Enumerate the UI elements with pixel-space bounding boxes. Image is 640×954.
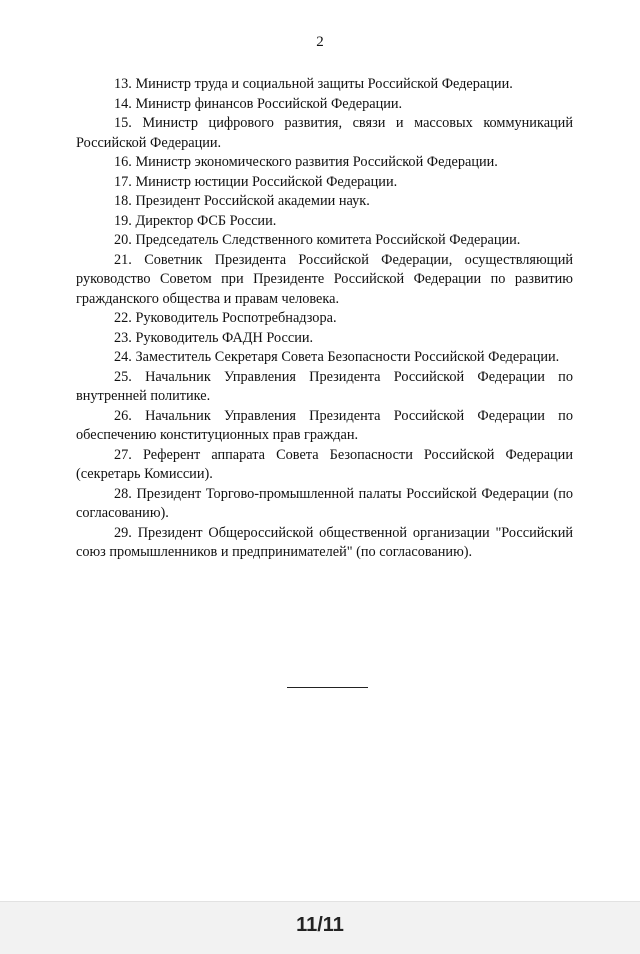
list-item: 22. Руководитель Роспотребнадзора.: [114, 310, 337, 326]
list-item: 20. Председатель Следственного комитета Российской Федерации.: [114, 232, 521, 248]
list-item: 16. Министр экономического развития Российской Федерации.: [114, 154, 498, 170]
list-item: 26. Начальник Управления Президента Российской Федерации по обеспечению конституционных прав граждан.: [76, 407, 573, 443]
list-item: 27. Референт аппарата Совета Безопасности Российской Федерации (секретарь Комиссии).: [76, 446, 573, 482]
list-item: 29. Президент Общероссийской общественной организации "Российский союз промышленников и предпринимателей" (по согласованию).: [76, 524, 573, 560]
list-item: 28. Президент Торгово-промышленной палаты Российской Федерации (по согласованию).: [76, 485, 573, 521]
list-item: 17. Министр юстиции Российской Федерации.: [114, 173, 398, 190]
list-item: 19. Директор ФСБ России.: [114, 212, 277, 229]
list-item: 15. Министр цифрового развития, связи и массовых коммуникаций Российской Федерации.: [76, 115, 573, 151]
list-item: 23. Руководитель ФАДН России.: [114, 329, 314, 346]
list-item: 25. Начальник Управления Президента Российской Федерации по внутренней политике.: [76, 368, 573, 404]
viewer-footer-bar: [0, 901, 640, 954]
list-item: 24. Заместитель Секретаря Совета Безопасности Российской Федерации.: [114, 349, 560, 365]
member-list: [76, 75, 573, 563]
list-item: 13. Министр труда и социальной защиты Российской Федерации.: [114, 76, 513, 92]
end-divider-line: [287, 687, 368, 688]
list-item: 21. Советник Президента Российской Федерации, осуществляющий руководство Советом при Президенте Российской Федерации по развитию гражданского общества и правам человека.: [76, 251, 573, 307]
page-indicator[interactable]: 11/11: [296, 914, 344, 936]
list-item: 18. Президент Российской академии наук.: [114, 193, 370, 209]
list-item: 14. Министр финансов Российской Федерации.: [114, 95, 403, 112]
page-number: 2: [316, 34, 324, 50]
